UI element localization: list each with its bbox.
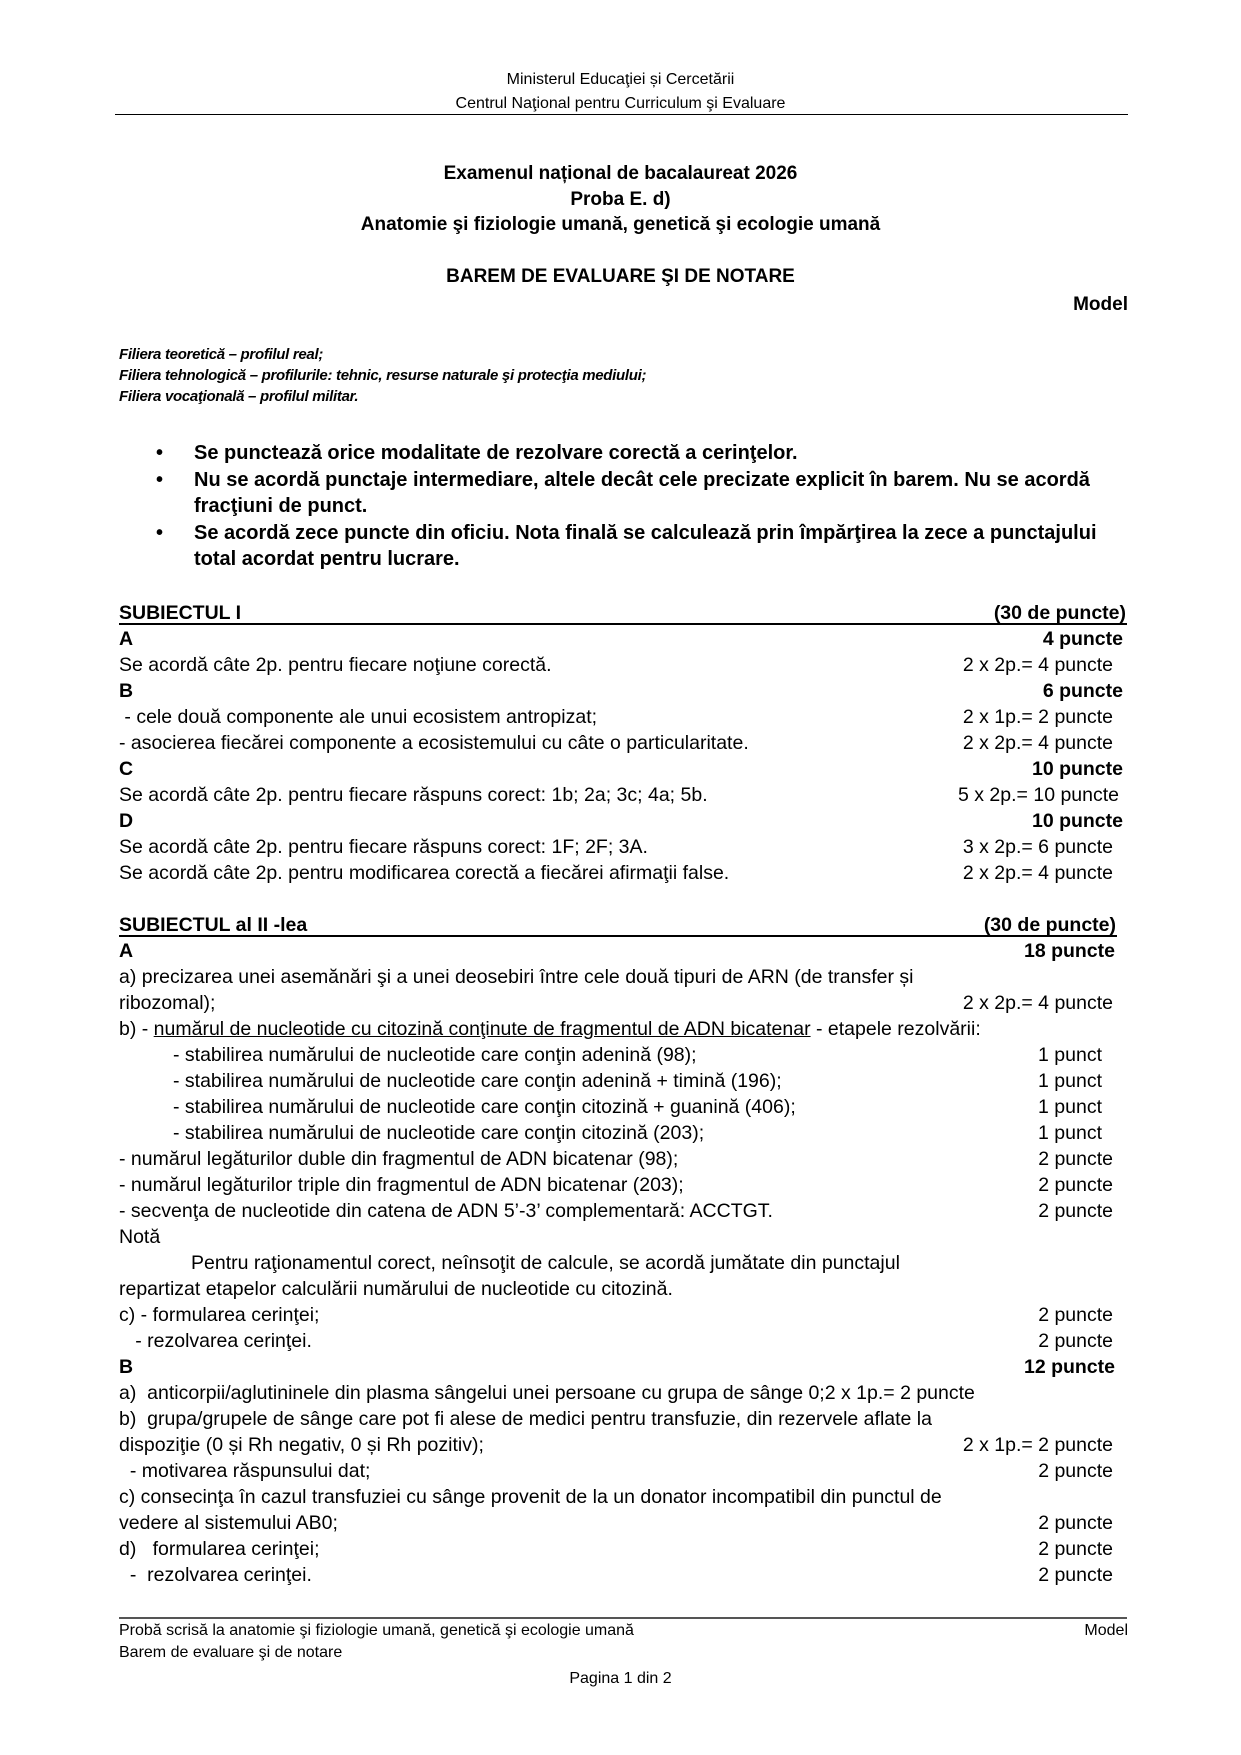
section-a-points: 4 puncte: [1042, 628, 1123, 650]
section-b-points: 12 puncte: [1023, 1356, 1115, 1378]
criterion-text: - rezolvarea cerinţei.: [119, 1564, 312, 1586]
subject2-underline: [119, 935, 1117, 937]
section-c-label: C: [119, 758, 134, 780]
ministry-name: Ministerul Educaţiei și Cercetării: [506, 71, 735, 88]
filiera-tehnologica: Filiera tehnologică – profilurile: tehnic, resurse naturale şi protecţia mediului;: [119, 367, 647, 384]
criterion-text: c) consecinţa în cazul transfuziei cu sânge provenit de la un donator incompatibil din punctul de: [119, 1486, 942, 1508]
section-c-points: 10 puncte: [1031, 758, 1123, 780]
criterion-text: - numărul legăturilor triple din fragmentul de ADN bicatenar (203);: [119, 1174, 684, 1196]
criterion-score: 2 puncte: [1038, 1538, 1113, 1560]
section-a-label: A: [119, 628, 134, 650]
criterion-score: 2 puncte: [1038, 1564, 1113, 1586]
step-score: 1 punct: [1038, 1044, 1102, 1066]
note-title: Notă: [119, 1226, 161, 1248]
criterion-text: d) formularea cerinţei;: [119, 1538, 320, 1560]
bullet-icon: •: [156, 442, 164, 464]
criterion-score: 2 puncte: [1038, 1174, 1113, 1196]
criterion-text: - secvenţa de nucleotide din catena de ADN 5’-3’ complementară: ACCTGT.: [119, 1200, 773, 1222]
criterion-text: - cele două componente ale unui ecosistem antropizat;: [119, 706, 598, 728]
step-text: - stabilirea numărului de nucleotide care conţin citozină + guanină (406);: [173, 1096, 796, 1118]
note-text: repartizat etapelor calculării numărului de nucleotide cu citozină.: [119, 1278, 673, 1300]
exam-title: Examenul național de bacalaureat 2026: [443, 163, 798, 184]
criterion-score: 2 x 1p.= 2 puncte: [962, 1434, 1113, 1456]
document-heading: BAREM DE EVALUARE ŞI DE NOTARE: [446, 266, 795, 287]
criterion-score: 5 x 2p.= 10 puncte: [958, 784, 1119, 806]
subject2-points: (30 de puncte): [983, 914, 1116, 936]
criterion-score: 2 puncte: [1038, 1200, 1113, 1222]
step-text: - stabilirea numărului de nucleotide care conţin citozină (203);: [173, 1122, 705, 1144]
section-a-label: A: [119, 940, 134, 962]
criterion-text: Se acordă câte 2p. pentru fiecare răspuns corect: 1b; 2a; 3c; 4a; 5b.: [119, 784, 708, 806]
step-text: - stabilirea numărului de nucleotide care conţin adenină + timină (196);: [173, 1070, 782, 1092]
criterion-text: - rezolvarea cerinţei.: [119, 1330, 312, 1352]
exam-test: Proba E. d): [570, 189, 671, 210]
criterion-b-heading: b) - numărul de nucleotide cu citozină conţinute de fragmentul de ADN bicatenar - etapele rezolvării:: [119, 1018, 981, 1040]
step-score: 1 punct: [1038, 1070, 1102, 1092]
criterion-text: Se acordă câte 2p. pentru modificarea corectă a fiecărei afirmaţii false.: [119, 862, 730, 884]
filiera-vocationala: Filiera vocaţională – profilul militar.: [119, 388, 359, 405]
criterion-text: Se acordă câte 2p. pentru fiecare noţiune corectă.: [119, 654, 552, 676]
filiera-teoretica: Filiera teoretică – profilul real;: [119, 346, 324, 363]
criterion-score: 2 x 2p.= 4 puncte: [962, 862, 1113, 884]
criterion-text: - numărul legăturilor duble din fragmentul de ADN bicatenar (98);: [119, 1148, 679, 1170]
footer-model: Model: [1084, 1622, 1128, 1639]
section-d-label: D: [119, 810, 134, 832]
note-text: Pentru raţionamentul corect, neînsoţit de calcule, se acordă jumătate din punctajul: [191, 1252, 900, 1274]
header-divider: [115, 114, 1128, 115]
criterion-score: 2 puncte: [1038, 1148, 1113, 1170]
section-a-points: 18 puncte: [1023, 940, 1115, 962]
footer-divider: [119, 1617, 1127, 1619]
center-name: Centrul Naţional pentru Curriculum şi Evaluare: [455, 95, 786, 112]
subject1-points: (30 de puncte): [993, 602, 1126, 624]
criterion-text: - asocierea fiecărei componente a ecosistemului cu câte o particularitate.: [119, 732, 749, 754]
criterion-text: vedere al sistemului AB0;: [119, 1512, 338, 1534]
criterion-score: 2 puncte: [1038, 1304, 1113, 1326]
step-text: - stabilirea numărului de nucleotide care conţin adenină (98);: [173, 1044, 697, 1066]
criterion-text: a) anticorpii/aglutininele din plasma sângelui unei persoane cu grupa de sânge 0;2 x 1p.= 2 puncte: [119, 1382, 975, 1404]
section-b-label: B: [119, 680, 134, 702]
bullet-icon: •: [156, 522, 164, 544]
step-score: 1 punct: [1038, 1122, 1102, 1144]
criterion-text: Se acordă câte 2p. pentru fiecare răspuns corect: 1F; 2F; 3A.: [119, 836, 648, 858]
criterion-text: - motivarea răspunsului dat;: [119, 1460, 371, 1482]
model-label: Model: [1073, 294, 1128, 315]
subject1-title: SUBIECTUL I: [119, 602, 242, 624]
page-number: Pagina 1 din 2: [569, 1670, 672, 1687]
criterion-score: 3 x 2p.= 6 puncte: [962, 836, 1113, 858]
criterion-text: c) - formularea cerinţei;: [119, 1304, 320, 1326]
footer-subject: Probă scrisă la anatomie şi fiziologie umană, genetică şi ecologie umană: [119, 1622, 634, 1639]
subject1-underline: [119, 623, 1127, 625]
criterion-score: 2 x 2p.= 4 puncte: [962, 992, 1113, 1014]
section-b-points: 6 puncte: [1042, 680, 1123, 702]
criterion-score: 2 x 2p.= 4 puncte: [962, 732, 1113, 754]
criterion-score: 2 puncte: [1038, 1460, 1113, 1482]
criterion-text: a) precizarea unei asemănări şi a unei deosebiri între cele două tipuri de ARN (de transfer și: [119, 966, 914, 988]
bullet-icon: •: [156, 469, 164, 491]
section-b-label: B: [119, 1356, 134, 1378]
criterion-text: b) grupa/grupele de sânge care pot fi alese de medici pentru transfuzie, din rezervele aflate la: [119, 1408, 932, 1430]
footer-document: Barem de evaluare şi de notare: [119, 1644, 343, 1661]
step-score: 1 punct: [1038, 1096, 1102, 1118]
subject2-title: SUBIECTUL al II -lea: [119, 914, 308, 936]
criterion-text: ribozomal);: [119, 992, 216, 1014]
section-d-points: 10 puncte: [1031, 810, 1123, 832]
criterion-score: 2 x 1p.= 2 puncte: [962, 706, 1113, 728]
criterion-score: 2 puncte: [1038, 1512, 1113, 1534]
criterion-score: 2 x 2p.= 4 puncte: [962, 654, 1113, 676]
criterion-text: dispoziţie (0 și Rh negativ, 0 și Rh pozitiv);: [119, 1434, 484, 1456]
exam-subject: Anatomie şi fiziologie umană, genetică şi ecologie umană: [360, 214, 881, 235]
criterion-score: 2 puncte: [1038, 1330, 1113, 1352]
